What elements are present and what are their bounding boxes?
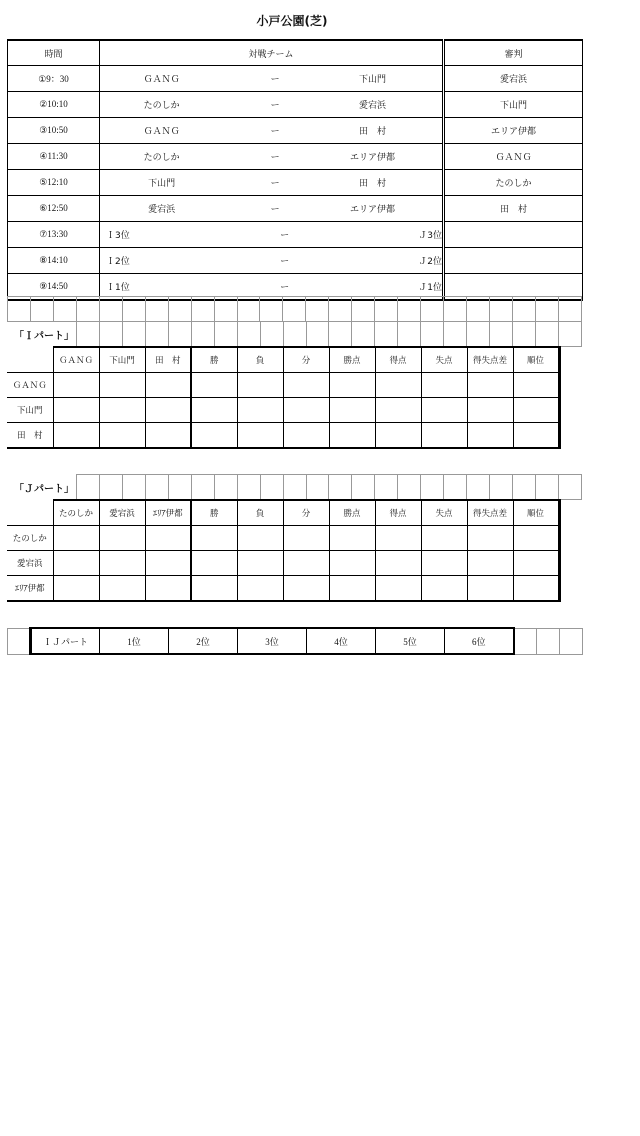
match-time: ①9：30 xyxy=(8,66,100,92)
schedule-row xyxy=(8,222,583,248)
schedule-row xyxy=(8,144,583,170)
standings-cell xyxy=(99,526,145,551)
standings-cell xyxy=(237,373,283,398)
standings-cell xyxy=(191,576,237,602)
match-teams xyxy=(100,66,444,92)
home-team: Ｉ3位 xyxy=(106,231,130,241)
standings-column-header: 得失点差 xyxy=(467,500,513,526)
part-j-standings xyxy=(7,499,561,602)
standings-column-header: 分 xyxy=(283,347,329,373)
referee-header: 審判 xyxy=(444,40,583,66)
standings-column-header: ｴﾘｱ伊都 xyxy=(145,500,191,526)
standings-row xyxy=(7,373,559,398)
away-team: 田 村 xyxy=(358,179,386,189)
team-name: たのしか xyxy=(7,526,53,551)
home-team: 愛宕浜 xyxy=(148,205,176,215)
standings-cell xyxy=(467,526,513,551)
standings-column-header: 勝 xyxy=(191,500,237,526)
standings-column-header: 勝点 xyxy=(329,347,375,373)
match-time: ⑥12:50 xyxy=(8,196,100,222)
standings-cell xyxy=(53,576,99,602)
match-teams xyxy=(100,118,444,144)
standings-cell xyxy=(191,526,237,551)
standings-column-header: 負 xyxy=(237,347,283,373)
standings-cell xyxy=(191,551,237,576)
match-teams xyxy=(100,248,444,274)
match-referee: エリア伊都 xyxy=(444,118,583,144)
schedule-row xyxy=(8,118,583,144)
home-team: ＧＡＮＧ xyxy=(143,75,180,85)
schedule-row xyxy=(8,248,583,274)
standings-cell xyxy=(283,551,329,576)
match-header: 対戦チーム xyxy=(100,40,444,66)
versus-dash: ー xyxy=(270,153,280,163)
standings-cell xyxy=(421,398,467,423)
standings-cell xyxy=(467,551,513,576)
standings-cell xyxy=(237,526,283,551)
standings-cell xyxy=(513,576,559,602)
match-teams xyxy=(100,196,444,222)
part-i-standings xyxy=(7,346,561,449)
grid-strip xyxy=(7,296,582,322)
standings-cell xyxy=(283,526,329,551)
standings-column-header: 順位 xyxy=(513,500,559,526)
match-time: ⑤12:10 xyxy=(8,170,100,196)
standings-cell xyxy=(145,373,191,398)
standings-cell xyxy=(513,398,559,423)
standings-cell xyxy=(53,423,99,449)
schedule-row xyxy=(8,170,583,196)
match-referee xyxy=(444,248,583,274)
standings-cell xyxy=(375,526,421,551)
team-name: 下山門 xyxy=(7,398,53,423)
standings-cell xyxy=(375,551,421,576)
standings-cell xyxy=(421,576,467,602)
rank-4: 4位 xyxy=(307,628,376,654)
versus-dash: ー xyxy=(270,75,280,85)
standings-cell xyxy=(237,576,283,602)
standings-cell xyxy=(329,373,375,398)
away-team: 愛宕浜 xyxy=(358,101,386,111)
rank-2: 2位 xyxy=(169,628,238,654)
standings-cell xyxy=(191,398,237,423)
match-time: ②10:10 xyxy=(8,92,100,118)
match-time: ④11:30 xyxy=(8,144,100,170)
versus-dash: ー xyxy=(270,179,280,189)
standings-column-header: 得点 xyxy=(375,347,421,373)
schedule-row xyxy=(8,196,583,222)
standings-cell xyxy=(237,398,283,423)
ranking-row xyxy=(8,628,583,654)
rank-5: 5位 xyxy=(376,628,445,654)
standings-cell xyxy=(513,551,559,576)
standings-cell xyxy=(99,423,145,449)
standings-cell xyxy=(467,373,513,398)
page-title: 小戸公園(芝) xyxy=(256,14,328,28)
standings-column-header: 分 xyxy=(283,500,329,526)
standings-cell xyxy=(467,398,513,423)
standings-cell xyxy=(53,551,99,576)
standings-cell xyxy=(145,576,191,602)
part-i-label: 「Ｉパート」 xyxy=(14,331,74,342)
schedule-row xyxy=(8,92,583,118)
home-team: 下山門 xyxy=(148,179,176,189)
versus-dash: ー xyxy=(270,127,280,137)
versus-dash: ー xyxy=(280,257,290,267)
standings-column-header: 田 村 xyxy=(145,347,191,373)
standings-row xyxy=(7,398,559,423)
match-time: ③10:50 xyxy=(8,118,100,144)
grid-strip xyxy=(76,321,582,347)
home-team: ＧＡＮＧ xyxy=(143,127,180,137)
away-team: Ｊ1位 xyxy=(418,283,442,293)
schedule-table xyxy=(7,39,583,301)
match-referee: 田 村 xyxy=(444,196,583,222)
standings-cell xyxy=(329,398,375,423)
ranking-label: ＩＪパート xyxy=(31,628,100,654)
home-team: たのしか xyxy=(143,153,180,163)
standings-cell xyxy=(99,551,145,576)
team-name: 愛宕浜 xyxy=(7,551,53,576)
standings-column-header: 順位 xyxy=(513,347,559,373)
standings-header-row xyxy=(7,347,559,373)
home-team: Ｉ2位 xyxy=(106,257,130,267)
ranking-table xyxy=(7,627,583,655)
standings-cell xyxy=(53,373,99,398)
standings-cell xyxy=(237,423,283,449)
standings-cell xyxy=(283,398,329,423)
standings-cell xyxy=(375,398,421,423)
match-teams xyxy=(100,144,444,170)
schedule-header-row xyxy=(8,40,583,66)
standings-cell xyxy=(145,398,191,423)
standings-cell xyxy=(145,526,191,551)
standings-cell xyxy=(375,576,421,602)
match-time: ⑨14:50 xyxy=(8,274,100,301)
team-name: 田 村 xyxy=(7,423,53,449)
standings-cell xyxy=(283,373,329,398)
standings-cell xyxy=(53,398,99,423)
standings-cell xyxy=(329,526,375,551)
match-referee: たのしか xyxy=(444,170,583,196)
away-team: Ｊ2位 xyxy=(418,257,442,267)
standings-column-header: 得点 xyxy=(375,500,421,526)
match-time: ⑧14:10 xyxy=(8,248,100,274)
rank-1: 1位 xyxy=(100,628,169,654)
standings-column-header: 勝点 xyxy=(329,500,375,526)
standings-column-header: ＧＡＮＧ xyxy=(53,347,99,373)
standings-cell xyxy=(329,576,375,602)
standings-cell xyxy=(99,373,145,398)
standings-cell xyxy=(145,551,191,576)
home-team: Ｉ1位 xyxy=(106,283,130,293)
time-header: 時間 xyxy=(8,40,100,66)
match-referee: 愛宕浜 xyxy=(444,66,583,92)
standings-column-header: 下山門 xyxy=(99,347,145,373)
standings-cell xyxy=(329,551,375,576)
standings-column-header: 得失点差 xyxy=(467,347,513,373)
standings-cell xyxy=(467,576,513,602)
standings-cell xyxy=(283,423,329,449)
standings-column-header: たのしか xyxy=(53,500,99,526)
standings-cell xyxy=(375,423,421,449)
team-name: ｴﾘｱ伊都 xyxy=(7,576,53,602)
home-team: たのしか xyxy=(143,101,180,111)
standings-column-header: 負 xyxy=(237,500,283,526)
standings-cell xyxy=(53,526,99,551)
away-team: 下山門 xyxy=(358,75,386,85)
standings-cell xyxy=(99,398,145,423)
away-team: Ｊ3位 xyxy=(418,231,442,241)
match-teams xyxy=(100,92,444,118)
standings-row xyxy=(7,576,559,602)
standings-cell xyxy=(513,373,559,398)
away-team: エリア伊都 xyxy=(349,153,395,163)
standings-cell xyxy=(421,551,467,576)
versus-dash: ー xyxy=(270,205,280,215)
standings-cell xyxy=(191,423,237,449)
rank-6: 6位 xyxy=(445,628,514,654)
standings-column-header: 失点 xyxy=(421,347,467,373)
standings-cell xyxy=(237,551,283,576)
schedule-row xyxy=(8,66,583,92)
away-team: エリア伊都 xyxy=(349,205,395,215)
match-time: ⑦13:30 xyxy=(8,222,100,248)
match-teams xyxy=(100,170,444,196)
standings-column-header: 失点 xyxy=(421,500,467,526)
rank-3: 3位 xyxy=(238,628,307,654)
standings-cell xyxy=(421,423,467,449)
standings-column-header: 愛宕浜 xyxy=(99,500,145,526)
standings-cell xyxy=(513,526,559,551)
standings-cell xyxy=(191,373,237,398)
standings-cell xyxy=(283,576,329,602)
standings-cell xyxy=(421,526,467,551)
away-team: 田 村 xyxy=(358,127,386,137)
standings-row xyxy=(7,423,559,449)
standings-column-header: 勝 xyxy=(191,347,237,373)
match-referee xyxy=(444,222,583,248)
standings-cell xyxy=(99,576,145,602)
standings-row xyxy=(7,526,559,551)
standings-cell xyxy=(329,423,375,449)
match-referee: ＧＡＮＧ xyxy=(444,144,583,170)
standings-cell xyxy=(513,423,559,449)
standings-header-row xyxy=(7,500,559,526)
team-name: ＧＡＮＧ xyxy=(7,373,53,398)
standings-row xyxy=(7,551,559,576)
standings-cell xyxy=(467,423,513,449)
standings-cell xyxy=(375,373,421,398)
part-j-label: 「Ｊパート」 xyxy=(14,484,74,495)
versus-dash: ー xyxy=(280,283,290,293)
standings-cell xyxy=(145,423,191,449)
versus-dash: ー xyxy=(280,231,290,241)
versus-dash: ー xyxy=(270,101,280,111)
grid-strip xyxy=(76,474,582,500)
match-referee: 下山門 xyxy=(444,92,583,118)
match-teams xyxy=(100,222,444,248)
standings-cell xyxy=(421,373,467,398)
